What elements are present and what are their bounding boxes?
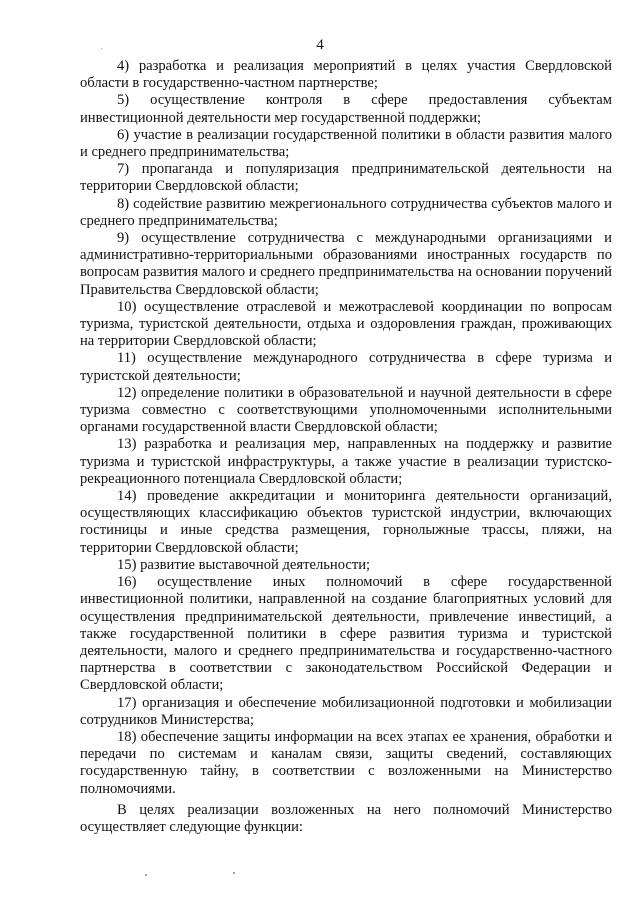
list-item: 8) содействие развитию межрегионального сотрудничества субъектов малого и среднего предпринимательства; bbox=[80, 195, 612, 229]
list-item: 10) осуществление отраслевой и межотраслевой координации по вопросам туризма, туристской деятельности, отдыха и оздоровления граждан, проживающих на территории Свердловской области; bbox=[80, 298, 612, 350]
list-item: 9) осуществление сотрудничества с международными организациями и административно-территориальными образованиями иностранных государств по вопросам развития малого и среднего предпринимательства на основании поручений Правительства Свердловской области; bbox=[80, 230, 612, 298]
list-item: 18) обеспечение защиты информации на всех этапах ее хранения, обработки и передачи по системам и каналам связи, защиты сведений, составляющих государственную тайну, в соответствии с возложенными на Министерство полномочиями. bbox=[80, 728, 612, 797]
scan-speck bbox=[145, 874, 147, 876]
list-item: 6) участие в реализации государственной политики в области развития малого и среднего предпринимательства; bbox=[80, 126, 612, 161]
list-item: 4) разработка и реализация мероприятий в целях участия Свердловской области в государственно-частном партнерстве; bbox=[80, 58, 612, 92]
scan-speck bbox=[233, 872, 235, 874]
list-item: 16) осуществление иных полномочий в сфере государственной инвестиционной политики, направленной на создание благоприятных условий для осуществления предпринимательской деятельности, привлечение инвестиций, а также государственной политики в сфере развития туризма и туристской деятельности, малого и среднего предпринимательства и государственно-частного партнерства в соответствии с законодательством Российской Федерации и Свердловской области; bbox=[80, 574, 612, 694]
list-item: 5) осуществление контроля в сфере предоставления субъектам инвестиционной деятельности мер государственной поддержки; bbox=[80, 92, 612, 126]
list-item: 13) разработка и реализация мер, направленных на поддержку и развитие туризма и туристской инфраструктуры, а также участие в реализации туристско-рекреационного потенциала Свердловской области; bbox=[80, 436, 612, 487]
list-item: 17) организация и обеспечение мобилизационной подготовки и мобилизации сотрудников Министерства; bbox=[80, 694, 612, 728]
list-item: 11) осуществление международного сотрудничества в сфере туризма и туристской деятельности; bbox=[80, 350, 612, 384]
closing-paragraph: В целях реализации возложенных на него полномочий Министерство осуществляет следующие функции: bbox=[80, 801, 612, 835]
scan-speck bbox=[101, 48, 102, 49]
list-item: 12) определение политики в образовательной и научной деятельности в сфере туризма совместно с соответствующими уполномоченными исполнительными органами государственной власти Свердловской области; bbox=[80, 384, 612, 436]
list-item: 7) пропаганда и популяризация предпринимательской деятельности на территории Свердловской области; bbox=[80, 161, 612, 195]
page-number: 4 bbox=[316, 37, 324, 53]
list-item: 15) развитие выставочной деятельности; bbox=[117, 556, 371, 573]
list-item: 14) проведение аккредитации и мониторинга деятельности организаций, осуществляющих классификацию объектов туристской индустрии, включающих гостиницы и иные средства размещения, горнолыжные трассы, пляжи, на территории Свердловской области; bbox=[80, 488, 612, 556]
document-body bbox=[80, 58, 612, 836]
